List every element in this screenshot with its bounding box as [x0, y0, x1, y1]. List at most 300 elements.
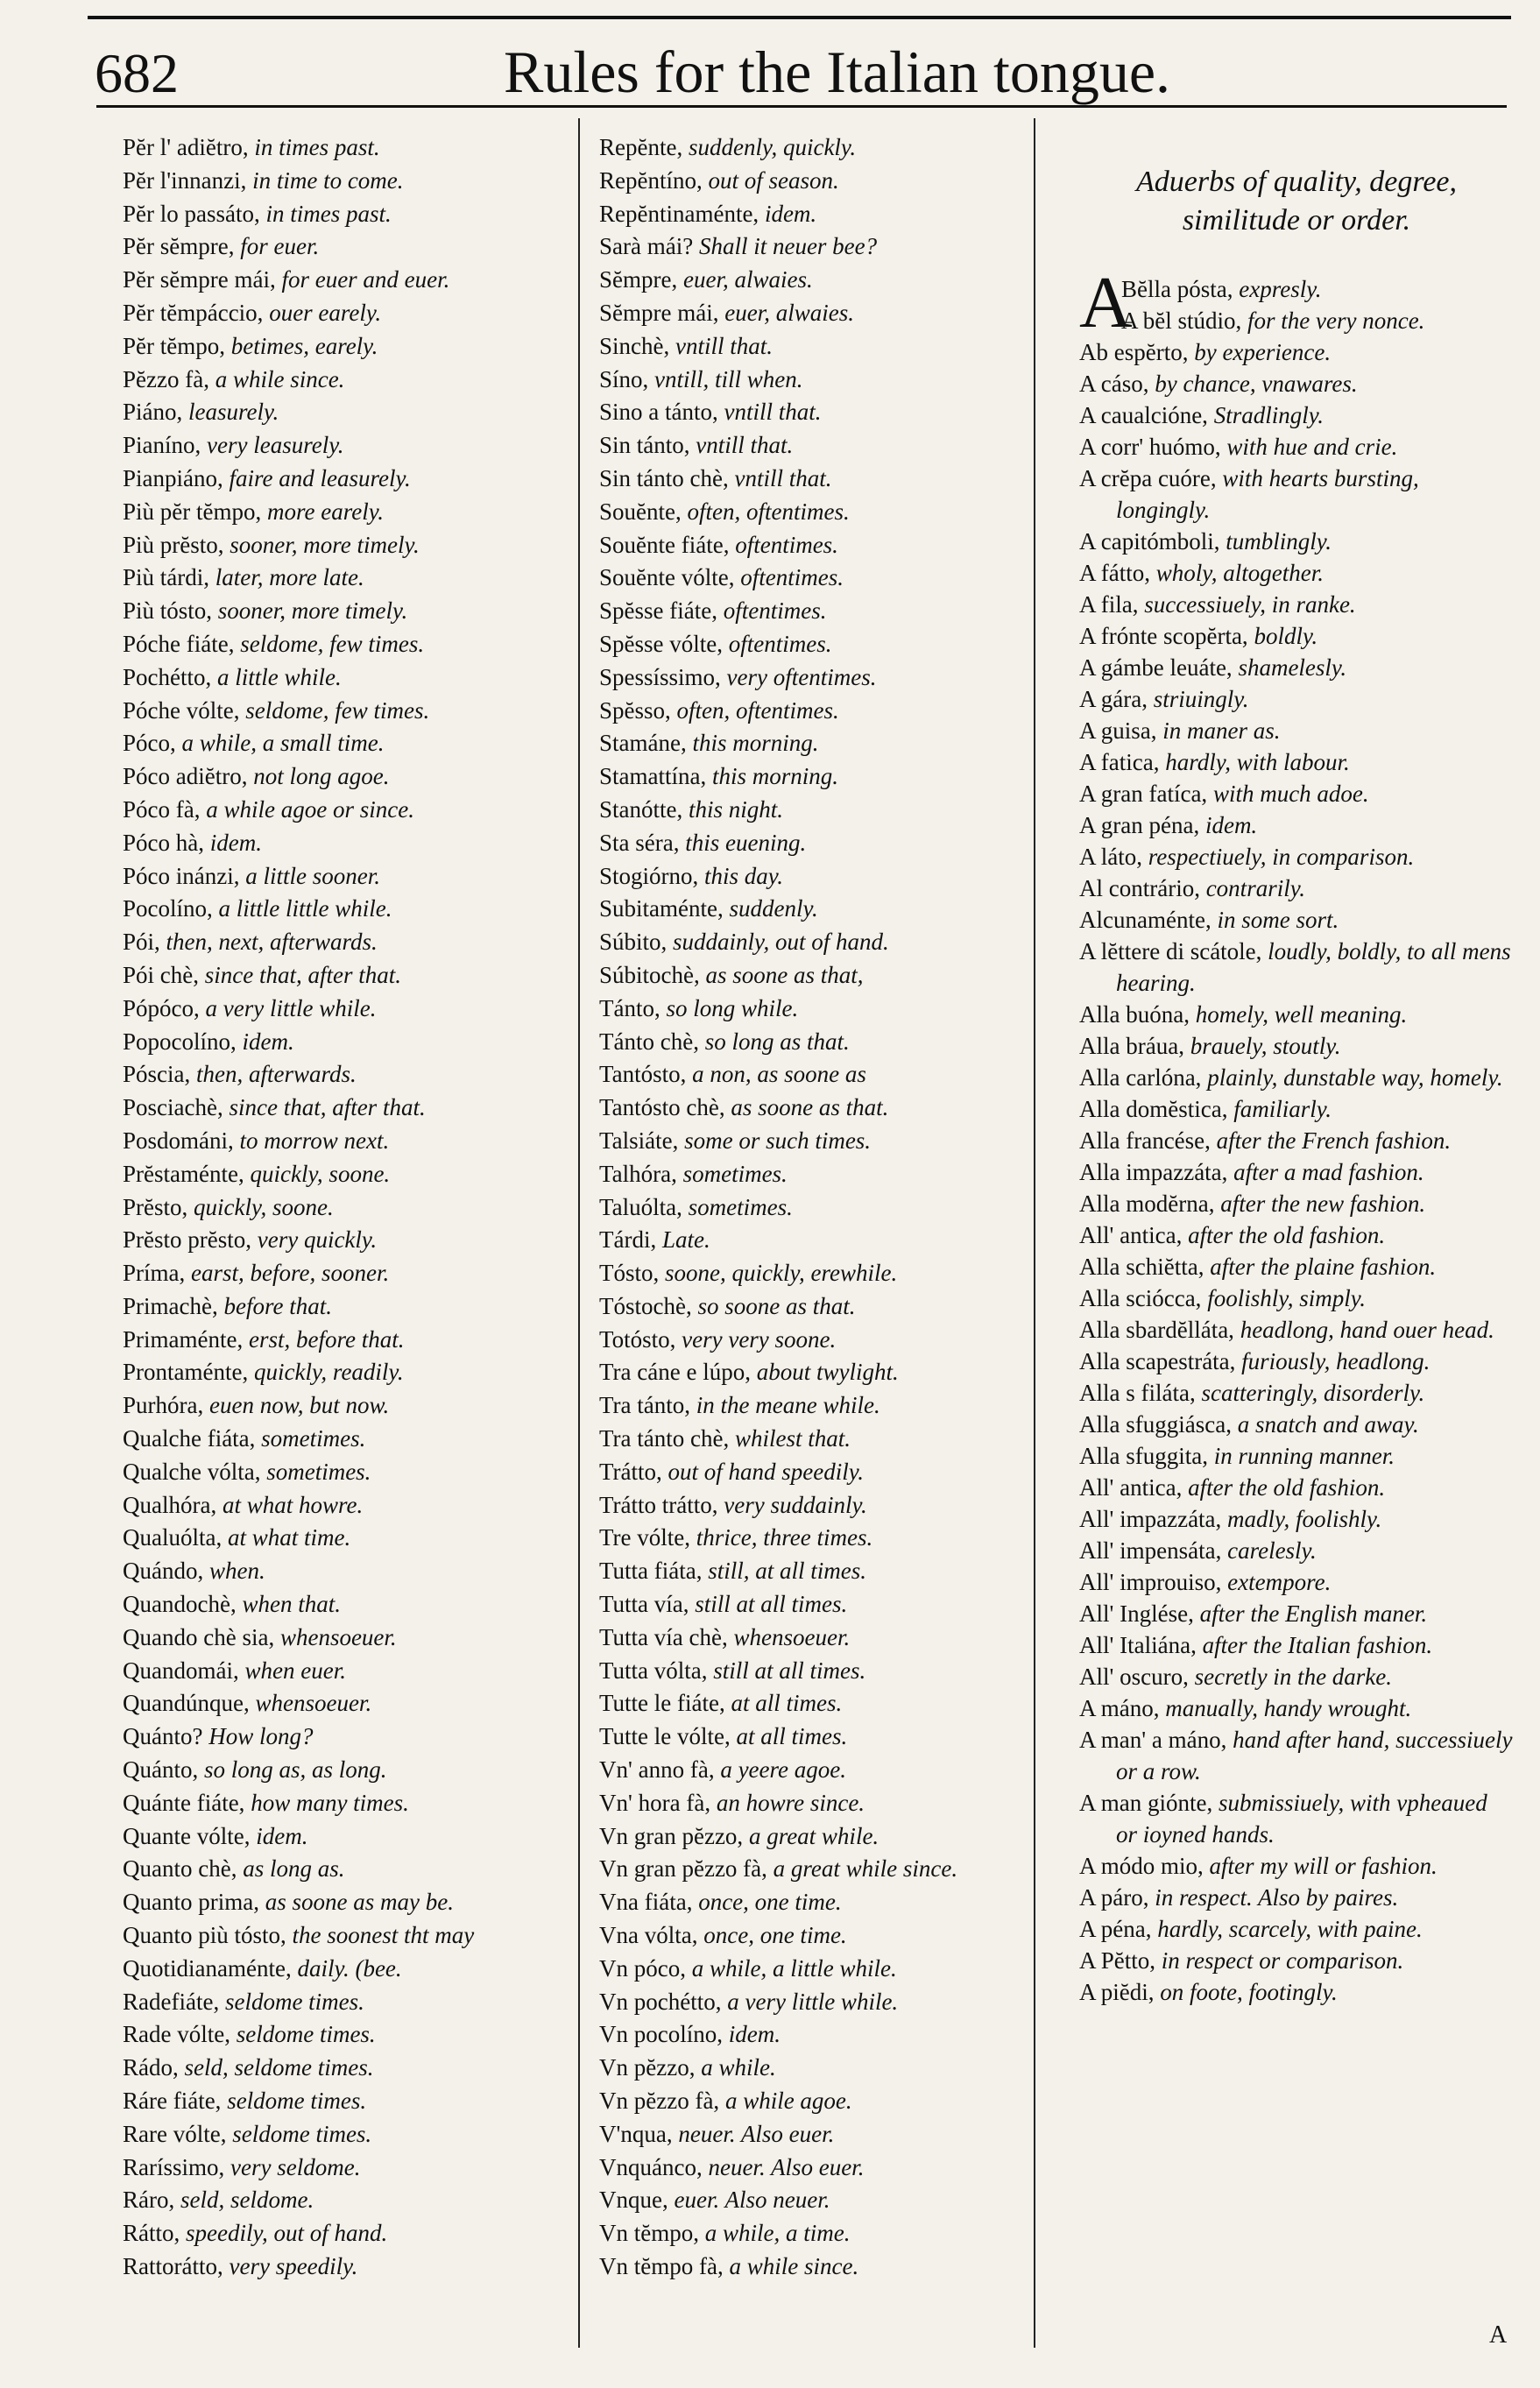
entry-term: Stamáne, [599, 730, 687, 757]
entry-term: Talsiáte, [599, 1127, 679, 1154]
entry-gloss: vntill that. [724, 399, 822, 426]
entry-term: All' impazzáta, [1079, 1506, 1222, 1532]
entry-term: Pópóco, [123, 994, 200, 1021]
entry [123, 1423, 583, 1456]
entry [1079, 1692, 1514, 1724]
entry-gloss: daily. (bee. [297, 1954, 402, 1982]
entry-term: A crĕpa cuóre, [1079, 465, 1217, 491]
entry [123, 2118, 583, 2151]
entry-gloss: in some sort. [1217, 907, 1339, 933]
entry [123, 364, 583, 397]
entry-term: A man giónte, [1079, 1790, 1213, 1816]
entry-term: A fatica, [1079, 749, 1160, 775]
entry-gloss: by chance, vnawares. [1155, 371, 1358, 397]
entry-gloss: Late. [661, 1226, 710, 1254]
entry [599, 463, 1037, 496]
entry-term: Alla sbardĕlláta, [1079, 1317, 1234, 1343]
entry [123, 2184, 583, 2217]
entry-gloss: secretly in the darke. [1194, 1664, 1393, 1690]
entry [123, 1324, 583, 1357]
entry-gloss: How long? [208, 1723, 314, 1750]
entry [599, 1687, 1037, 1720]
entry [1079, 715, 1514, 746]
catchword: A [1489, 2321, 1508, 2349]
entry-term: Talhóra, [599, 1160, 677, 1187]
entry-gloss: submissiuely, with vpheaued or ioyned hands. [1116, 1790, 1487, 1848]
entry-term: Prontaménte, [123, 1359, 249, 1386]
entry [599, 2217, 1037, 2250]
entry-gloss: a snatch and away. [1237, 1411, 1419, 1438]
entry-gloss: hardly, with labour. [1165, 749, 1350, 775]
entry [1079, 1787, 1514, 1850]
entry [599, 893, 1037, 926]
entry [1079, 1945, 1514, 1976]
entry-term: A máno, [1079, 1695, 1160, 1721]
entry-gloss: by experience. [1194, 339, 1332, 365]
entry [599, 330, 1037, 364]
entry-term: A gára, [1079, 686, 1148, 712]
entry-term: Alla sfuggita, [1079, 1443, 1208, 1469]
entry-gloss: loudly, boldly, to all mens hearing. [1116, 938, 1511, 996]
column-2 [599, 131, 1037, 2284]
entry-gloss: suddenly. [729, 895, 818, 922]
entry-term: Tárdi, [599, 1226, 657, 1254]
entry [599, 1125, 1037, 1158]
entry-gloss: in running manner. [1213, 1443, 1395, 1469]
entry-term: Vna vólta, [599, 1922, 698, 1949]
entry [1079, 778, 1514, 809]
entry [1079, 368, 1514, 399]
entry-gloss: as soone as that. [731, 1094, 889, 1121]
entry-term: Quánto? [123, 1723, 203, 1750]
entry-term: Alla buóna, [1079, 1001, 1190, 1028]
entry-term: A fátto, [1079, 560, 1150, 586]
entry-term: A páro, [1079, 1884, 1149, 1911]
entry [599, 1290, 1037, 1324]
entry [123, 2018, 583, 2052]
entry [123, 562, 583, 595]
entry-gloss: headlong, hand ouer head. [1240, 1317, 1494, 1343]
entry [599, 1026, 1037, 1059]
entry-term: Al contrário, [1079, 875, 1200, 901]
entry-term: Stamattína, [599, 763, 707, 790]
entry-term: Stogiórno, [599, 862, 699, 889]
entry-gloss: Shall it neuer bee? [698, 233, 878, 260]
entry-term: Souĕnte fiáte, [599, 531, 730, 558]
entry [1079, 1030, 1514, 1062]
entry-term: Trátto, [599, 1458, 662, 1485]
entry-term: Vnquánco, [599, 2153, 703, 2180]
entry [599, 2184, 1037, 2217]
entry [123, 760, 583, 794]
entry [1079, 1156, 1514, 1188]
entry-term: Tutte le vólte, [599, 1723, 731, 1750]
entry-term: Quánto, [123, 1756, 199, 1784]
entry [123, 1092, 583, 1125]
entry-gloss: manually, handy wrought. [1165, 1695, 1412, 1721]
entry-gloss: sooner, more timely. [217, 597, 408, 625]
entry [599, 1257, 1037, 1290]
entry-term: Subitaménte, [599, 895, 724, 922]
entry-term: Pianíno, [123, 432, 201, 459]
entry-gloss: familiarly. [1233, 1096, 1332, 1122]
entry-gloss: seld, seldome times. [184, 2054, 374, 2081]
entry [123, 2217, 583, 2250]
entry [599, 529, 1037, 562]
entry [1079, 1566, 1514, 1598]
entry-term: Alla impazzáta, [1079, 1159, 1228, 1185]
entry [123, 1489, 583, 1523]
entry [599, 695, 1037, 728]
entry-gloss: very very soone. [682, 1325, 837, 1353]
entry [1079, 557, 1514, 589]
entry-gloss: still, at all times. [708, 1558, 867, 1585]
entry-term: Stanótte, [599, 795, 683, 823]
entry-gloss: after my will or fashion. [1209, 1853, 1438, 1879]
entry-term: Sino a tánto, [599, 399, 718, 426]
entry-gloss: very speedily. [229, 2253, 358, 2279]
entry [599, 396, 1037, 429]
entry-gloss: seldome times. [232, 2120, 372, 2147]
entry [599, 794, 1037, 827]
entry-term: Primaménte, [123, 1325, 244, 1353]
entry-gloss: quickly, readily. [253, 1359, 404, 1386]
entry-term: All' improuiso, [1079, 1569, 1222, 1595]
entry-term: All' antica, [1079, 1222, 1183, 1248]
entry-gloss: a while since. [729, 2253, 859, 2279]
entry [123, 264, 583, 297]
entry-gloss: oftentimes. [740, 564, 844, 591]
entry [1079, 1093, 1514, 1125]
entry-gloss: a non, as soone as [692, 1061, 866, 1088]
entry [599, 1489, 1037, 1523]
entry [599, 2118, 1037, 2151]
entry-gloss: this night. [689, 795, 784, 823]
section-heading: Aduerbs of quality, degree, similitude or order. [1135, 166, 1458, 237]
entry-gloss: seldome times. [236, 2021, 376, 2048]
entry-gloss: a great while since. [773, 1855, 958, 1883]
entry-gloss: sometimes. [688, 1193, 793, 1220]
entry [123, 1456, 583, 1489]
entry-gloss: vntill, till when. [654, 365, 803, 392]
entry [1079, 1661, 1514, 1692]
entry-gloss: after the plaine fashion. [1210, 1254, 1437, 1280]
entry-gloss: carelesly. [1227, 1537, 1317, 1564]
entry-term: Prĕsto, [123, 1193, 188, 1220]
entry [599, 1953, 1037, 1986]
entry-term: Pĕr tĕmpo, [123, 332, 225, 359]
entry-gloss: in times past. [254, 134, 380, 160]
entry [123, 1125, 583, 1158]
entry-term: Quante vólte, [123, 1822, 251, 1849]
entry-term: A gran fatíca, [1079, 781, 1208, 807]
entry-gloss: homely, well meaning. [1195, 1001, 1408, 1028]
entry [123, 893, 583, 926]
entry-term: Tósto, [599, 1260, 660, 1287]
entry-gloss: after the Italian fashion. [1202, 1632, 1433, 1658]
entry-term: A gran péna, [1079, 812, 1200, 838]
entry [599, 2085, 1037, 2118]
entry-gloss: ouer earely. [269, 299, 382, 326]
entry [123, 860, 583, 894]
entry [123, 1026, 583, 1059]
entry-term: Taluólta, [599, 1193, 682, 1220]
entry-term: Sinchè, [599, 332, 670, 359]
entry-term: Alcunaménte, [1079, 907, 1212, 933]
entry [1079, 746, 1514, 778]
entry-term: Pĕr l' adiĕtro, [123, 134, 249, 160]
entry-gloss: not long agoe. [253, 763, 390, 790]
entry-term: Póco adiĕtro, [123, 763, 248, 790]
entry-term: Sarà mái? [599, 233, 694, 260]
column-1 [123, 131, 583, 2284]
entry-gloss: hand after hand, successiuely or a row. [1116, 1727, 1513, 1784]
entry-gloss: whensoeuer. [255, 1690, 372, 1717]
entry-gloss: on foote, footingly. [1160, 1979, 1338, 2005]
entry [1079, 336, 1514, 368]
top-rule [88, 16, 1511, 19]
entry [123, 165, 583, 198]
entry-term: Spĕsso, [599, 696, 671, 724]
entry-term: Rade vólte, [123, 2021, 230, 2048]
entry [123, 695, 583, 728]
entry [599, 727, 1037, 760]
entry-term: Póscia, [123, 1061, 191, 1088]
entry [599, 230, 1037, 264]
entry-gloss: Stradlingly. [1213, 402, 1324, 428]
entry-gloss: about twylight. [756, 1359, 899, 1386]
entry [123, 1356, 583, 1389]
entry [1079, 1251, 1514, 1282]
entry [123, 926, 583, 959]
entry [123, 1919, 583, 1953]
entry [123, 1290, 583, 1324]
page-number: 682 [95, 42, 179, 104]
entry-term: Più prĕsto, [123, 531, 224, 558]
entry-term: Vn pĕzzo fà, [599, 2088, 720, 2115]
entry [1079, 683, 1514, 715]
entry-term: Póco hà, [123, 829, 204, 856]
entry-gloss: the soonest tht may [292, 1922, 475, 1949]
entry-term: Sĕmpre mái, [599, 299, 719, 326]
entry-gloss: faire and leasurely. [229, 464, 411, 491]
entry [599, 1324, 1037, 1357]
entry-term: Quotidianaménte, [123, 1954, 292, 1982]
entry-gloss: oftentimes. [735, 531, 838, 558]
entry-term: Tutta vía, [599, 1591, 689, 1618]
entry [599, 1820, 1037, 1854]
entry-term: Pĕzzo fà, [123, 365, 209, 392]
entry-term: Qualche vólta, [123, 1458, 261, 1485]
entry-term: Qualche fiáta, [123, 1425, 256, 1452]
entry [1079, 1724, 1514, 1787]
entry-gloss: after the French fashion. [1216, 1127, 1452, 1154]
entry-term: Pĕr tĕmpáccio, [123, 299, 264, 326]
entry-term: Quánte fiáte, [123, 1789, 245, 1816]
entry-gloss: out of hand speedily. [668, 1458, 865, 1485]
entry [599, 297, 1037, 330]
entry [1079, 1062, 1514, 1093]
entry-gloss: a little sooner. [245, 862, 380, 889]
entry [1079, 652, 1514, 683]
entry-term: Bĕlla pósta, [1121, 276, 1233, 302]
entry-term: Alla sciócca, [1079, 1285, 1202, 1311]
entry-gloss: vntill that. [734, 464, 832, 491]
entry-gloss: often, oftentimes. [676, 696, 839, 724]
entry-gloss: when that. [242, 1591, 341, 1618]
entry-gloss: once, one time. [703, 1922, 847, 1949]
entry-term: Posdománi, [123, 1127, 234, 1154]
entry [1079, 1346, 1514, 1377]
entry-gloss: idem. [209, 829, 262, 856]
entry-gloss: sometimes. [266, 1458, 371, 1485]
entry [1079, 431, 1514, 463]
entry-gloss: neuer. Also euer. [678, 2120, 835, 2147]
entry [599, 1158, 1037, 1191]
entry-gloss: sometimes. [261, 1425, 366, 1452]
entry-gloss: whensoeuer. [733, 1623, 851, 1650]
entry-gloss: oftentimes. [728, 630, 832, 657]
entry-term: Prĕstaménte, [123, 1160, 244, 1187]
entry-gloss: thrice, three times. [696, 1524, 873, 1551]
entry-term: Sta séra, [599, 829, 680, 856]
entry-gloss: then, next, afterwards. [166, 929, 378, 956]
entry-gloss: oftentimes. [723, 597, 827, 625]
entry-term: Vna fiáta, [599, 1889, 693, 1916]
entry-term: Pĕr l'innanzi, [123, 166, 247, 194]
entry [123, 529, 583, 562]
entry [599, 1655, 1037, 1688]
entry-term: Alla sfuggiásca, [1079, 1411, 1232, 1438]
entry [123, 1191, 583, 1225]
entry-gloss: in time to come. [252, 166, 404, 194]
entry-term: Radefiáte, [123, 1988, 220, 2015]
entry [1079, 463, 1514, 526]
entry [1079, 1882, 1514, 1913]
entry-gloss: so long as, as long. [203, 1756, 387, 1784]
entry-gloss: boldly. [1254, 623, 1318, 649]
entry [1079, 620, 1514, 652]
entry-gloss: some or such times. [684, 1127, 872, 1154]
entry [1079, 1913, 1514, 1945]
dropcap-entry [1079, 262, 1514, 343]
entry-term: Súbito, [599, 929, 668, 956]
entry-term: Ab espĕrto, [1079, 339, 1189, 365]
entry [599, 1919, 1037, 1953]
entry-term: Più tárdi, [123, 564, 209, 591]
entry-gloss: a very little while. [205, 994, 377, 1021]
entry-term: Pochétto, [123, 663, 212, 690]
entry [599, 1621, 1037, 1655]
entry-gloss: a while since. [215, 365, 345, 392]
entry-gloss: still at all times. [695, 1591, 848, 1618]
entry-gloss: often, oftentimes. [687, 498, 850, 525]
header-rule [96, 105, 1507, 108]
entry-gloss: in times past. [265, 200, 392, 227]
entry-gloss: as soone as that, [705, 961, 864, 988]
entry [599, 1092, 1037, 1125]
entry [1079, 1976, 1514, 2008]
entry [123, 1389, 583, 1423]
entry-gloss: idem. [728, 2021, 781, 2048]
entry [1079, 399, 1514, 431]
entry [599, 364, 1037, 397]
entry-gloss: idem. [1204, 812, 1258, 838]
entry-term: Quanto prima, [123, 1889, 259, 1916]
entry-term: Vn gran pĕzzo fà, [599, 1855, 767, 1883]
entry [1079, 526, 1514, 557]
entry-gloss: extempore. [1227, 1569, 1332, 1595]
entry [123, 959, 583, 993]
entry [123, 1720, 583, 1754]
entry-gloss: sooner, more timely. [230, 531, 420, 558]
entry-gloss: at all times. [731, 1690, 843, 1717]
entry-term: Vn tĕmpo fà, [599, 2253, 724, 2279]
entry-term: Purhóra, [123, 1392, 204, 1419]
entry-term: Pianpiáno, [123, 464, 223, 491]
entry [123, 661, 583, 695]
entry-term: A láto, [1079, 844, 1142, 870]
entry-gloss: euer. Also neuer. [674, 2187, 830, 2214]
entry [123, 131, 583, 165]
entry-gloss: when. [208, 1558, 265, 1585]
entry-term: Totósto, [599, 1325, 676, 1353]
entry-gloss: very seldome. [230, 2153, 361, 2180]
entry-gloss: idem. [764, 200, 817, 227]
entry [1079, 1503, 1514, 1535]
entry-gloss: contrarily. [1205, 875, 1305, 901]
entry-gloss: after the new fashion. [1220, 1190, 1426, 1217]
entry-gloss: since that, after that. [204, 961, 401, 988]
entry-gloss: a little little while. [218, 895, 392, 922]
entry-gloss: in the meane while. [696, 1392, 880, 1419]
entry-term: Quanto più tósto, [123, 1922, 286, 1949]
entry-term: Quandochè, [123, 1591, 237, 1618]
entry [123, 1224, 583, 1257]
entry [123, 1522, 583, 1555]
entry-term: Póco, [123, 730, 176, 757]
entry-term: Síno, [599, 365, 649, 392]
entry-gloss: neuer. Also euer. [708, 2153, 865, 2180]
entry [599, 1588, 1037, 1621]
entry [123, 1754, 583, 1787]
entry-term: Spĕsse fiáte, [599, 597, 717, 625]
entry-gloss: before that. [223, 1292, 332, 1319]
entry-gloss: whilest that. [734, 1425, 851, 1452]
entry [123, 2250, 583, 2284]
entry-term: Alla s filáta, [1079, 1380, 1196, 1406]
entry-term: Tóstochè, [599, 1292, 692, 1319]
entry-gloss: so long while. [666, 994, 799, 1021]
entry-term: Rare vólte, [123, 2120, 227, 2147]
entry [123, 1820, 583, 1854]
entry-term: Pĕr sĕmpre, [123, 233, 235, 260]
entry-gloss: very quickly. [257, 1226, 378, 1254]
entry-term: Vn tĕmpo, [599, 2220, 699, 2247]
entry-term: A módo mio, [1079, 1853, 1204, 1879]
entry-gloss: euen now, but now. [208, 1392, 390, 1419]
entry [1079, 873, 1514, 904]
entry-gloss: quickly, soone. [194, 1193, 334, 1220]
entry-gloss: at all times. [736, 1723, 848, 1750]
entry-term: Rátto, [123, 2220, 180, 2247]
entry [1079, 1472, 1514, 1503]
entry [123, 2151, 583, 2185]
entry-term: Repĕntíno, [599, 166, 703, 194]
entry [123, 827, 583, 860]
entry-gloss: a while agoe or since. [206, 795, 414, 823]
entry-term: A bĕl stúdio, [1121, 307, 1242, 334]
